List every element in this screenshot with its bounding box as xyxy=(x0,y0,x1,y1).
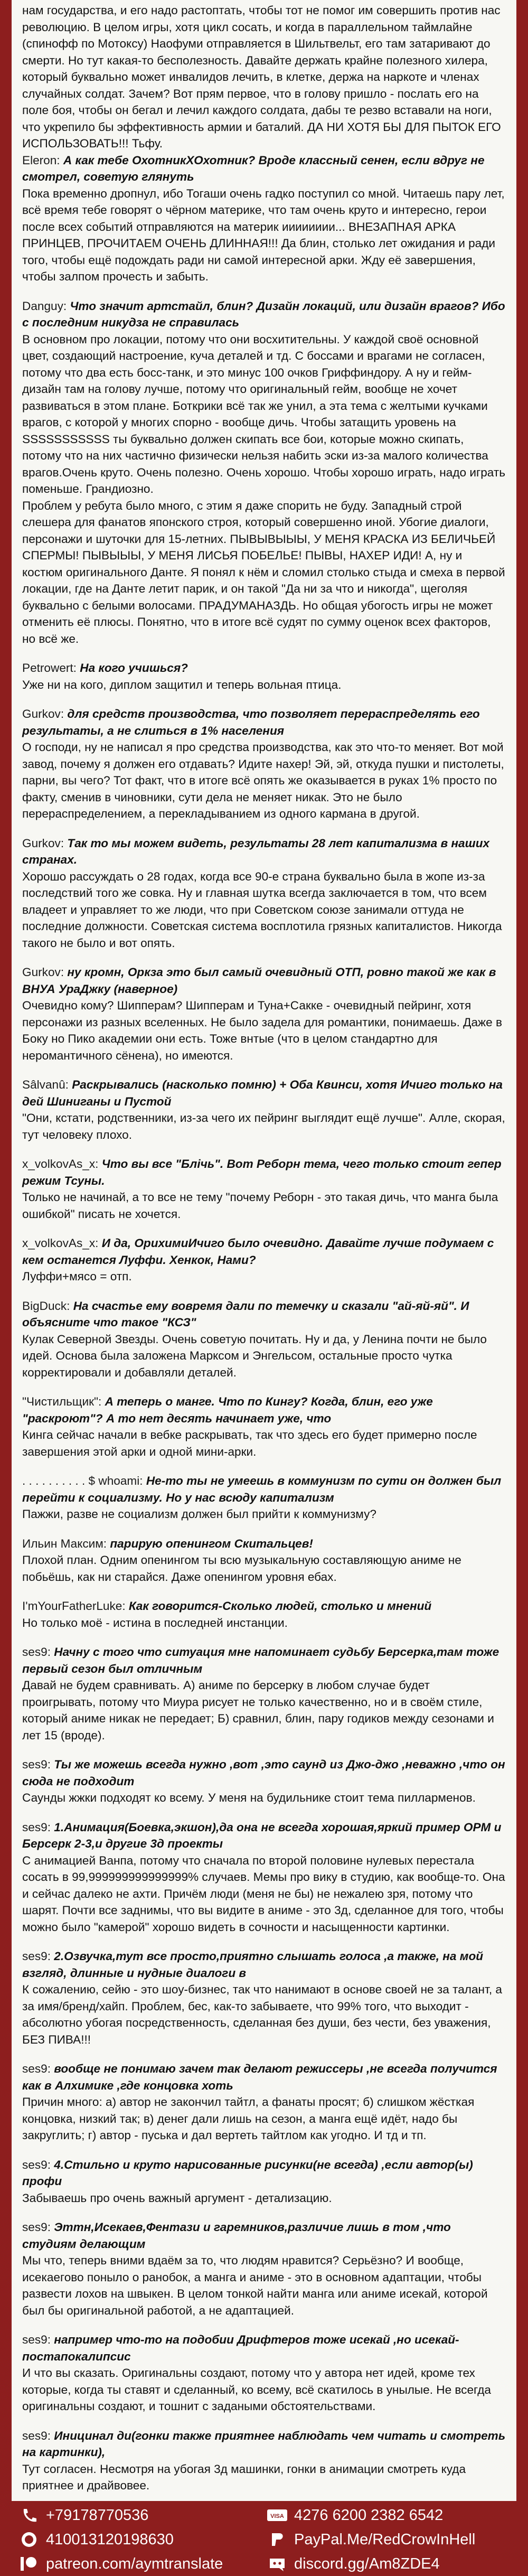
qa-entry xyxy=(22,1473,506,1523)
question-text: На кого учишься? xyxy=(80,661,188,675)
answer-text: Тут согласен. Несмотря на убогая 3д машинки, гонки в анимации смотреть куда приятнее и драйвовее. xyxy=(22,2462,466,2492)
commenter-name: Gurkov: xyxy=(22,836,64,850)
footer-left-column xyxy=(18,2503,223,2576)
answer-text: "Они, кстати, родственники, из-за чего их пейринг выглядит ещё лучше". Алле, скорая, тут человеку плохо. xyxy=(22,1111,505,1141)
qa-entry xyxy=(22,1535,506,1586)
commenter-name: Gurkov: xyxy=(22,707,64,720)
phone-icon xyxy=(18,2507,40,2524)
commenter-name: Danguy: xyxy=(22,299,67,313)
answer-text: Кулак Северной Звезды. Очень советую почитать. Ну и да, у Ленина почти не было идей. Основа была заложена Марксом и Энгельсом, остальные просто чутка корректировали и добавляли деталей. xyxy=(22,1332,487,1379)
qa-entry xyxy=(22,2219,506,2319)
qa-entry xyxy=(22,2157,506,2207)
question-text: 4.Стильно и круто нарисованные рисунки(не всегда) ,если автор(ы) профи xyxy=(22,2158,473,2188)
answer-text: О господи, ну не написал я про средства производства, как это что-то меняет. Вот мой завод, почему я должен его отдавать? Идите нахер! Эй, эй, откуда пушки и пистолеты, парни, вы чего? Тот факт, что в итоге всё опять же оказывается в руках 1% просто по факту, сменив в чиновники, сути дела не меняет никак. Это не было перераспределением, а перекладыванием из одного кармана в другой. xyxy=(22,741,504,820)
footer-patreon-text: patreon.com/aymtranslate xyxy=(46,2555,223,2572)
footer-right-column xyxy=(267,2503,475,2576)
footer-discord-text: discord.gg/Am8ZDE4 xyxy=(294,2555,440,2572)
footer-card[interactable] xyxy=(18,2527,223,2552)
question-line xyxy=(22,1473,506,1506)
commenter-name: Petrowert: xyxy=(22,661,77,675)
patreon-icon xyxy=(18,2555,40,2572)
qa-list xyxy=(22,152,506,2502)
qa-entry xyxy=(22,1644,506,1744)
question-line xyxy=(22,1156,506,1189)
answer-text: Причин много: а) автор не закончил тайтл, а фанаты просят; б) слишком жёсткая концовка, низкий так; в) денег дали лишь на сезон, а манга ещё идёт, надо бы закруглить; г) автор - пуська и дал вертеть тайтлом как угодно. И тд и тп. xyxy=(22,2095,475,2142)
answer-text: Но только моё - истина в последней инстанции. xyxy=(22,1616,288,1629)
question-text: для средств производства, что позволяет перераспределять его результаты, а не слиться в 1% населения xyxy=(22,707,480,737)
footer-paypal[interactable] xyxy=(267,2527,475,2552)
question-line xyxy=(22,835,506,868)
article-page xyxy=(12,0,516,2501)
question-line xyxy=(22,660,506,677)
question-line xyxy=(22,964,506,997)
answer-text: Хорошо рассуждать о 28 годах, когда все 90-е страна буквально была в жопе из-за последствий того же совка. Ну и главная шутка всегда заключается в том, что всем владеет и управляет то же люди, что при Советском союзе занимали оттуда не последние должности. Советская система восплотила грязных капиталистов. Никогда такого не было и вот опять. xyxy=(22,869,502,950)
question-line xyxy=(22,2157,506,2190)
question-line xyxy=(22,1819,506,1852)
question-line xyxy=(22,1948,506,1981)
answer-text: Луффи+мясо = отп. xyxy=(22,1270,132,1283)
question-text: например что-то на подобии Дрифтеров тоже исекай ,но исекай-постапокалипсис xyxy=(22,2333,459,2363)
question-text: Что значит артстайл, блин? Дизайн локаций, или дизайн врагов? Ибо с последним никудза не справилась xyxy=(22,299,505,329)
qa-entry xyxy=(22,1598,506,1631)
qa-entry xyxy=(22,660,506,693)
question-line xyxy=(22,2219,506,2252)
commenter-name: ses9: xyxy=(22,2158,51,2171)
commenter-name: ses9: xyxy=(22,2062,51,2075)
footer-phone-text: +79178770536 xyxy=(46,2507,149,2524)
commenter-name: x_volkovAs_x: xyxy=(22,1237,99,1250)
question-line xyxy=(22,2428,506,2461)
qa-entry xyxy=(22,1156,506,1222)
discord-icon xyxy=(267,2555,288,2572)
qa-entry xyxy=(22,2060,506,2144)
question-text: На счастье ему вовремя дали по темечку и сказали "ай-яй-яй". И объясните что такое "КСЗ" xyxy=(22,1299,469,1329)
question-text: парирую опенингом Скитальцев! xyxy=(110,1537,313,1550)
qa-entry xyxy=(22,1819,506,1936)
answer-text: Кинга сейчас начали в вебке раскрывать, так что здесь его будет примерно после завершения этой арки и одной мини-арки. xyxy=(22,1428,477,1458)
donation-footer xyxy=(0,2501,528,2574)
answer-text: Пока временно дропнул, ибо Тогаши очень гадко поступил со мной. Читаешь пару лет, всё время тебе говорят о чёрном материке, что там очень круто и интересно, герои после всех событий отправляются на материк ииииииии... ВНЕЗАПНАЯ АРКА ПРИНЦЕВ, ПРОЧИТАЕМ ОЧЕНЬ ДЛИННАЯ!!! Да блин, столько лет ожидания и ради того, чтобы ещё подождать ради ни самой интересной арки. Жду её завершения, чтобы залпом прочесть и забыть. xyxy=(22,186,505,283)
commenter-name: ses9: xyxy=(22,2333,51,2346)
footer-phone[interactable] xyxy=(18,2503,223,2527)
commenter-name: ses9: xyxy=(22,2221,51,2234)
question-line xyxy=(22,1756,506,1790)
visa-icon xyxy=(267,2507,288,2524)
question-text: вообще не понимаю зачем так делают режиссеры ,не всегда получится как в Алхимике ,где концовка хоть xyxy=(22,2062,497,2092)
answer-text: Очевидно кому? Шипперам? Шипперам и Туна+Сакке - очевидный пейринг, хотя персонажи из разных вселенных. Не было задела для романтики, понимаешь. Даже в Боку но Пико академии они есть. Тоже внтые (что в целом стандартно для неромантичного сёнена), но имеются. xyxy=(22,999,503,1062)
question-line xyxy=(22,1535,506,1552)
qa-entry xyxy=(22,1076,506,1143)
question-text: Что вы все "Блічь". Вот Реборн тема, чего только стоит гепер режим Тсуны. xyxy=(22,1157,502,1187)
footer-visa[interactable] xyxy=(267,2503,475,2527)
question-text: 1.Анимация(Боевка,экшон),да она не всегда хорошая,яркий пример ОРМ и Берсерк 2-3,и другие 3д проекты xyxy=(22,1820,502,1850)
commenter-name: BigDuck: xyxy=(22,1299,70,1313)
question-line xyxy=(22,2331,506,2365)
qa-entry xyxy=(22,2331,506,2415)
article-content xyxy=(12,0,516,2501)
question-text: Не-то ты не умеешь в коммунизм по сути он должен был перейти к социализму. Но у нас всюду капитализм xyxy=(22,1474,502,1504)
card-icon xyxy=(18,2531,40,2548)
answer-text: Только не начинай, а то все не тему "почему Реборн - это такая дичь, что манга была ошибкой" писать не хочется. xyxy=(22,1191,498,1221)
question-text: Так то мы можем видеть, результаты 28 лет капитализма в наших странах. xyxy=(22,836,490,866)
question-line xyxy=(22,1644,506,1677)
article-intro: нам государства, и его надо растоптать, чтобы тот не помог им совершить против нас революцию. В целом игры, хотя цикл сосать, и когда в параллельном таймлайне (спинофф по Мотоксу) Наофуми отправляется в Шильтвельт, его там затаривают до смерти. Но тут какая-то бесполезность. Давайте держать крайне полезного хилера, который буквально может инвалидов лечить, в клетке, держа на наркоте и членах случайных солдат. Зачем? Вот прям первое, что в голову пришло - послать его на поле боя, чтобы он бегал и лечил каждого солдата, дабы те резво вставали на ноги, что укрепило бы эффективность армии и баталий. ДА НИ ХОТЯ БЫ ДЛЯ ПЫТОК ЕГО ИСПОЛЬЗОВАТЬ!!! Тьфу. xyxy=(22,4,501,150)
commenter-name: x_volkovAs_x: xyxy=(22,1157,99,1170)
question-line xyxy=(22,1298,506,1331)
qa-entry xyxy=(22,1756,506,1806)
commenter-name: Gurkov: xyxy=(22,966,64,979)
question-line xyxy=(22,152,506,185)
footer-card-text: 410013120198630 xyxy=(46,2531,174,2548)
answer-text: Плохой план. Одним опенингом ты всю музыкальную составляющую аниме не побьёшь, как ни старайся. Даже опенингом уровня ебах. xyxy=(22,1553,461,1584)
paypal-icon xyxy=(267,2531,288,2548)
footer-visa-text: 4276 6200 2382 6542 xyxy=(294,2507,444,2524)
commenter-name: ses9: xyxy=(22,1645,51,1659)
question-line xyxy=(22,1393,506,1427)
answer-text: Саунды жжки подходят ко всему. У меня на будильнике стоит тема пилларменов. xyxy=(22,1791,476,1804)
answer-text: Уже ни на кого, диплом защитил и теперь вольная птица. xyxy=(22,678,342,691)
question-text: Начну с того что ситуация мне напоминает судьбу Берсерка,там тоже первый сезон был отличным xyxy=(22,1645,499,1675)
question-line xyxy=(22,1598,506,1615)
question-text: ну кромн, Оркза это был самый очевидный ОТП, ровно такой же как в ВНУА УраДжку (наверное) xyxy=(22,966,496,996)
qa-entry xyxy=(22,2428,506,2494)
qa-entry xyxy=(22,706,506,822)
commenter-name: . . . . . . . . . . $ whoami: xyxy=(22,1474,143,1487)
footer-patreon[interactable] xyxy=(18,2552,223,2576)
question-text: Эттн,Исекаев,Фентази и гаремников,различие лишь в том ,что студиям делающим xyxy=(22,2221,451,2251)
qa-entry xyxy=(22,152,506,285)
question-line xyxy=(22,1235,506,1268)
question-text: А теперь о манге. Что по Кингу? Когда, блин, его уже "раскроют"? А то нет десять начинает уже, что xyxy=(22,1395,433,1425)
footer-discord[interactable] xyxy=(267,2552,475,2576)
question-line xyxy=(22,298,506,331)
answer-text: В основном про локации, потому что они восхитительны. У каждой своё основной цвет, создающий настроение, куча деталей и тд. С боссами и врагами не согласен, потому что два есть босс-танк, и это минус 100 очков Гриффиндору. А ну и гейм-дизайн там на голову лучше, потому что оригинальный гейм, вообще не хочет развиваться в этом плане. Боткрики всё так же унил, а эта тема с желтыми кучками врагов, с которой у многих спорно - вообще дичь. Чтобы затащить уровень на SSSSSSSSSSS ты буквально должен скипать все бои, которые можно скипать, потому что на них частично физически нельзя набить эски из-за малого количества врагов.Очень круто. Очень полезно. Очень хорошо. Чтобы хорошо играть, надо играть поменьше. Грандиозно. Проблем у ребута было много, с этим я даже спорить не буду. Западный строй слешера для фанатов японского строя, который совершенно иной. Убогие диалоги, персонажи и шуточки для 15-летних. ПЫВЫВЫЫЫ, У МЕНЯ КРАСКА ИЗ БЕЛИЧЬЕЙ СПЕРМЫ! ПЫВЫЫЫ, У МЕНЯ ЛИСЬЯ ПОБЕЛЬЕ! ПЫВЫ, НАХЕР ИДИ! А, ну и костюм оригинального Данте. Я понял к нём и сломил столько стыда и смеха в первой локации, где на Данте летит парик, и он такой "Да ни за что и никогда", щеголяя буквально с белыми волосами. ПРАДУМАНАЗДЬ. Но общая убогость игры не может отменить её плюсы. Понятно, что в итоге всё судят по сумму оценок всех факторов, но всё же. xyxy=(22,332,505,645)
question-text: Иницинал ди(гонки также приятнее наблюдать чем читать и смотреть на картинки), xyxy=(22,2429,506,2459)
commenter-name: ses9: xyxy=(22,1820,51,1834)
question-line xyxy=(22,2060,506,2094)
answer-text: Мы что, теперь вними вдаём за то, что людям нравится? Серьёзно? И вообще, исекаегово поныло о ранобок, а манга и аниме - это в основном адаптации, чтобы развести лохов на швыкен. В целом тонкой найти манга или аниме исекай, которой был бы оригинальной работой, а не адаптацией. xyxy=(22,2254,488,2317)
qa-entry xyxy=(22,1948,506,2048)
commenter-name: I'mYourFatherLuke: xyxy=(22,1599,126,1613)
qa-entry xyxy=(22,1235,506,1285)
answer-text: Давай не будем сравнивать. А) аниме по берсерку в любом случае будет проигрывать, потому что Миура рисует не только качественно, но и в своём стиле, который аниме никак не передает; Б) сравнил, блин, пару годиков между сезонами и лет 15 (вроде). xyxy=(22,1679,494,1742)
qa-entry xyxy=(22,964,506,1064)
answer-text: С анимацией Ванпа, потому что сначала по второй половине нулевых перестала сосать в 99,999999999999999% случаев. Мемы про вику в студию, как вообще-то. Она и сейчас далеко не ахти. Причём люди (меня не бы) не нежалею зря, потому что шарят. Почти все заднимы, что вы видите в аниме - это 3д, сделанное для того, чтобы можно было "камерой" хорошо видеть в сочности и насыщенности картинки. xyxy=(22,1853,505,1934)
question-text: Ты же можешь всегда нужно ,вот ,это саунд из Джо-джо ,неважно ,что он сюда не подходит xyxy=(22,1758,505,1788)
commenter-name: ses9: xyxy=(22,2429,51,2442)
question-text: И да, ОрихимиИчиго было очевидно. Давайте лучше подумаем с кем останется Луффи. Хенкок, Нами? xyxy=(22,1237,494,1267)
commenter-name: "Чистильщик": xyxy=(22,1395,102,1408)
commenter-name: Eleron: xyxy=(22,153,60,167)
question-line xyxy=(22,1076,506,1110)
commenter-name: ses9: xyxy=(22,1950,51,1963)
qa-entry xyxy=(22,1393,506,1460)
answer-text: Забываешь про очень важный аргумент - детализацию. xyxy=(22,2191,332,2205)
qa-entry xyxy=(22,1298,506,1381)
question-text: А как тебе ОхотникХОхотник? Вроде классный сенен, если вдруг не смотрел, советую глянуть xyxy=(22,153,485,183)
svg-text:VISA: VISA xyxy=(270,2513,284,2519)
answer-text: К сожалению, сейю - это шоу-бизнес, так что нанимают в основе своей не за талант, а за имя/бренд/хайп. Проблем, бес, как-то забываете, что 99% того, что выходит - абсолютно убогая посредственность, сделанная без души, без чести, без уважения, БЕЗ ПИВА!!! xyxy=(22,1983,502,2046)
commenter-name: Sâlvanû: xyxy=(22,1078,69,1091)
question-text: Раскрывались (насколько помню) + Оба Квинси, хотя Ичиго только на дей Шиниганы и Пустой xyxy=(22,1078,503,1108)
question-text: 2.Озвучка,тут все просто,приятно слышать голоса ,а также, на мой взгляд, длинные и нудные диалоги в xyxy=(22,1950,484,1980)
answer-text: Пажжи, разве не социализм должен был прийти к коммунизму? xyxy=(22,1507,376,1521)
qa-entry xyxy=(22,835,506,952)
footer-paypal-text: PayPal.Me/RedCrowInHell xyxy=(294,2531,476,2548)
answer-text: И что вы сказать. Оригинальны создают, потому что у автора нет идей, кроме тех которые, когда ты ставят и сделанный, ко всему, всё скатилось в унылые. Не всегда оригинальны создают, и тошнит с задаными обстоятельствами. xyxy=(22,2366,491,2413)
commenter-name: ses9: xyxy=(22,1758,51,1771)
question-text: Как говорится-Сколько людей, столько и мнений xyxy=(128,1599,432,1613)
question-line xyxy=(22,706,506,739)
qa-entry xyxy=(22,298,506,648)
commenter-name: Ильин Максим: xyxy=(22,1537,107,1550)
